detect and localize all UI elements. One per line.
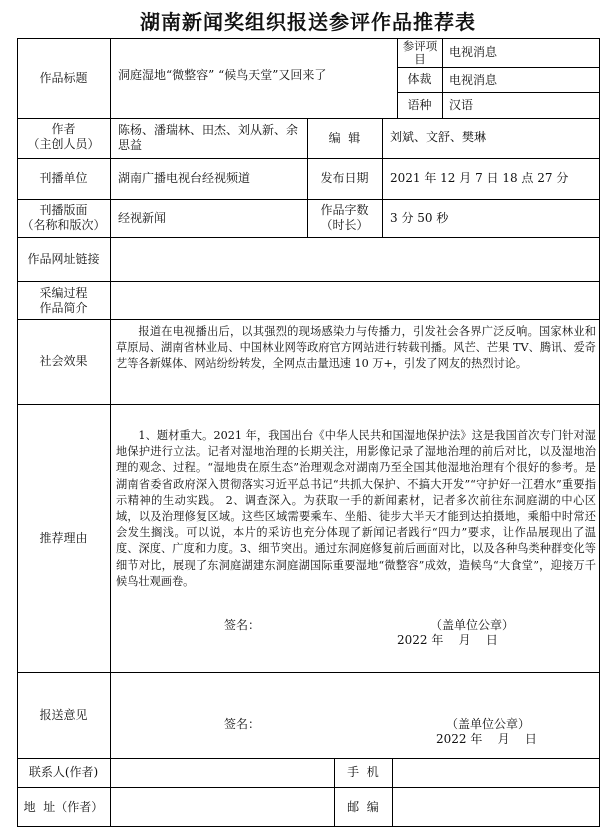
process-label-line2: 作品简介 bbox=[39, 301, 88, 315]
word-count-label-line1: 作品字数 bbox=[320, 203, 369, 217]
author-label bbox=[17, 122, 110, 156]
language-value: 汉语 bbox=[449, 98, 474, 112]
submission-label: 报送意见 bbox=[39, 707, 88, 722]
layout-value: 经视新闻 bbox=[118, 211, 167, 225]
recommendation-date: 2022 年 月 日 bbox=[397, 633, 498, 647]
word-count-value: 3 分 50 秒 bbox=[390, 211, 449, 225]
social-effect-value: 报道在电视播出后，以其强烈的现场感染力与传播力，引发社会各界广泛反响。国家林业和草原局、湖南省林业局、中国林业网等政府官方网站进行转载刊播。风芒、芒果 TV、腾讯、爱奇艺等各新媒体、网站纷纷转发，全网点击量迅速 10 万+，引发了网友的热烈讨论。 bbox=[116, 325, 596, 371]
work-title-value: 洞庭湿地“微整容” “候鸟天堂”又回来了 bbox=[118, 68, 327, 82]
publisher-label: 刊播单位 bbox=[39, 171, 88, 185]
submission-sign: 签名： bbox=[224, 717, 261, 731]
col-divider bbox=[392, 758, 393, 827]
editor-value: 刘斌、文舒、樊琳 bbox=[390, 130, 487, 144]
genre-value: 电视消息 bbox=[449, 73, 498, 87]
phone-value[interactable] bbox=[400, 764, 595, 782]
publish-date-value: 2021 年 12 月 7 日 18 点 27 分 bbox=[390, 171, 569, 185]
row-divider bbox=[17, 199, 600, 200]
row-divider bbox=[17, 281, 600, 282]
contact-label: 联系人(作者) bbox=[28, 765, 99, 779]
col-divider bbox=[382, 118, 383, 237]
author-value: 陈杨、潘瑞林、田杰、刘从新、余思益 bbox=[118, 123, 299, 152]
editor-label: 编 辑 bbox=[328, 130, 361, 145]
link-value[interactable] bbox=[118, 250, 594, 270]
author-label-line2: （主创人员） bbox=[27, 137, 100, 151]
word-count-label bbox=[307, 203, 382, 237]
entry-item-value: 电视消息 bbox=[449, 45, 498, 59]
postcode-value[interactable] bbox=[400, 798, 595, 816]
layout-label-line1: 刊播版面 bbox=[39, 203, 88, 217]
entry-item-label: 参评项目 bbox=[402, 39, 438, 66]
address-value[interactable] bbox=[118, 798, 328, 816]
publish-date-label: 发布日期 bbox=[320, 171, 369, 185]
recommendation-label: 推荐理由 bbox=[39, 530, 88, 545]
recommendation-seal: （盖单位公章） bbox=[430, 618, 515, 632]
author-label-line1: 作者 bbox=[51, 122, 76, 136]
postcode-label: 邮 编 bbox=[347, 799, 379, 814]
recommendation-value: 1、题材重大。2021 年，我国出台《中华人民共和国湿地保护法》这是我国首次专门针对湿地保护进行立法。记者对湿地治理的长期关注，用影像记录了湿地治理的前后对比，以及湿地治理的观念、过程。“湿地贵在原生态”治理观念对湖南乃至全国其他湿地治理有个很好的参考。是湖南省委省政府深入贯彻落实习近平总书记“共抓大保护、不搞大开发”“守护好一江碧水”重要指示精神的生动实践。 2、调查深入。为获取一手的新闻素材，记者多次前往东洞庭湖的中心区域，以及治理修复区域。这些区域需要乘车、坐船、徒步大半天才能到达拍摄地，乘船中时常还会发生搁浅。可以说，本片的采访也充分体现了新闻记者践行“四力”要求，让作品展现出了温度、深度、广度和力度。3、细节突出。通过东洞庭修复前后画面对比，以及各种鸟类种群变化等细节对比，展现了东洞庭湖建东洞庭湖国际重要湿地“微整容”成效，造候鸟“大食堂”，迎接万千候鸟壮观画卷。 bbox=[116, 429, 596, 588]
col-divider bbox=[110, 38, 111, 827]
layout-label-line2: （名称和版次） bbox=[21, 218, 106, 232]
submission-date: 2022 年 月 日 bbox=[436, 732, 537, 746]
genre-label: 体裁 bbox=[407, 72, 432, 86]
process-label bbox=[17, 286, 110, 318]
process-value bbox=[118, 292, 594, 312]
layout-label bbox=[17, 203, 110, 237]
process-label-line1: 采编过程 bbox=[39, 286, 88, 300]
submission-seal: （盖单位公章） bbox=[446, 717, 531, 731]
phone-label: 手 机 bbox=[347, 765, 379, 779]
work-title-label: 作品标题 bbox=[39, 70, 88, 85]
recommendation-sign: 签名： bbox=[224, 618, 261, 632]
address-label: 地 址（作者） bbox=[23, 799, 104, 814]
link-label: 作品网址链接 bbox=[27, 251, 100, 266]
language-label: 语种 bbox=[407, 97, 432, 112]
contact-value[interactable] bbox=[118, 764, 328, 782]
word-count-label-line2: （时长） bbox=[320, 218, 369, 232]
publisher-value: 湖南广播电视台经视频道 bbox=[118, 171, 251, 185]
col-divider bbox=[442, 38, 443, 118]
social-effect-label: 社会效果 bbox=[39, 354, 88, 368]
page-title: 湖南新闻奖组织报送参评作品推荐表 bbox=[140, 10, 476, 34]
